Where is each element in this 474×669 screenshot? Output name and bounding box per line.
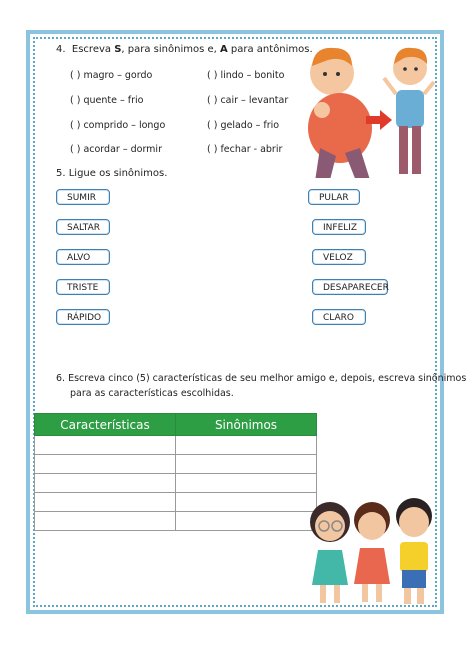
q4-item: ( ) fechar - abrir — [207, 144, 283, 155]
right-word-box[interactable]: CLARO — [312, 309, 366, 325]
q6-instruction-line1: 6. Escreva cinco (5) características de seu melhor amigo e, depois, escreva sinônimos — [56, 373, 467, 384]
table-row — [35, 512, 317, 531]
boys-illustration — [300, 38, 440, 178]
right-word-box[interactable]: PULAR — [308, 189, 360, 205]
q5-instruction: 5. Ligue os sinônimos. — [56, 168, 168, 179]
table-row — [35, 455, 317, 474]
left-word-box[interactable]: ALVO — [56, 249, 110, 265]
left-word-box[interactable]: RÁPIDO — [56, 309, 110, 325]
q4-item: ( ) magro – gordo — [70, 70, 153, 81]
q4-item: ( ) acordar – dormir — [70, 144, 162, 155]
q4-item: ( ) comprido – longo — [70, 120, 166, 131]
header-characteristics: Características — [35, 414, 176, 436]
q6-instruction-line2: para as características escolhidas. — [70, 388, 234, 399]
right-word-box[interactable]: INFELIZ — [312, 219, 366, 235]
q4-instruction: 4. Escreva S, para sinônimos e, A para antônimos. — [56, 44, 313, 55]
left-word-box[interactable]: SUMIR — [56, 189, 110, 205]
left-word-box[interactable]: SALTAR — [56, 219, 110, 235]
q4-item: ( ) quente – frio — [70, 95, 144, 106]
characteristics-table — [34, 413, 317, 531]
table-row — [35, 474, 317, 493]
kids-illustration — [300, 490, 440, 610]
table-row — [35, 436, 317, 455]
right-word-box[interactable]: VELOZ — [312, 249, 366, 265]
table-row — [35, 493, 317, 512]
q4-item: ( ) lindo – bonito — [207, 70, 285, 81]
right-word-box[interactable]: DESAPARECER — [312, 279, 388, 295]
left-word-box[interactable]: TRISTE — [56, 279, 110, 295]
header-synonyms: Sinônimos — [176, 414, 317, 436]
q4-item: ( ) gelado – frio — [207, 120, 280, 131]
q4-item: ( ) cair – levantar — [207, 95, 289, 106]
